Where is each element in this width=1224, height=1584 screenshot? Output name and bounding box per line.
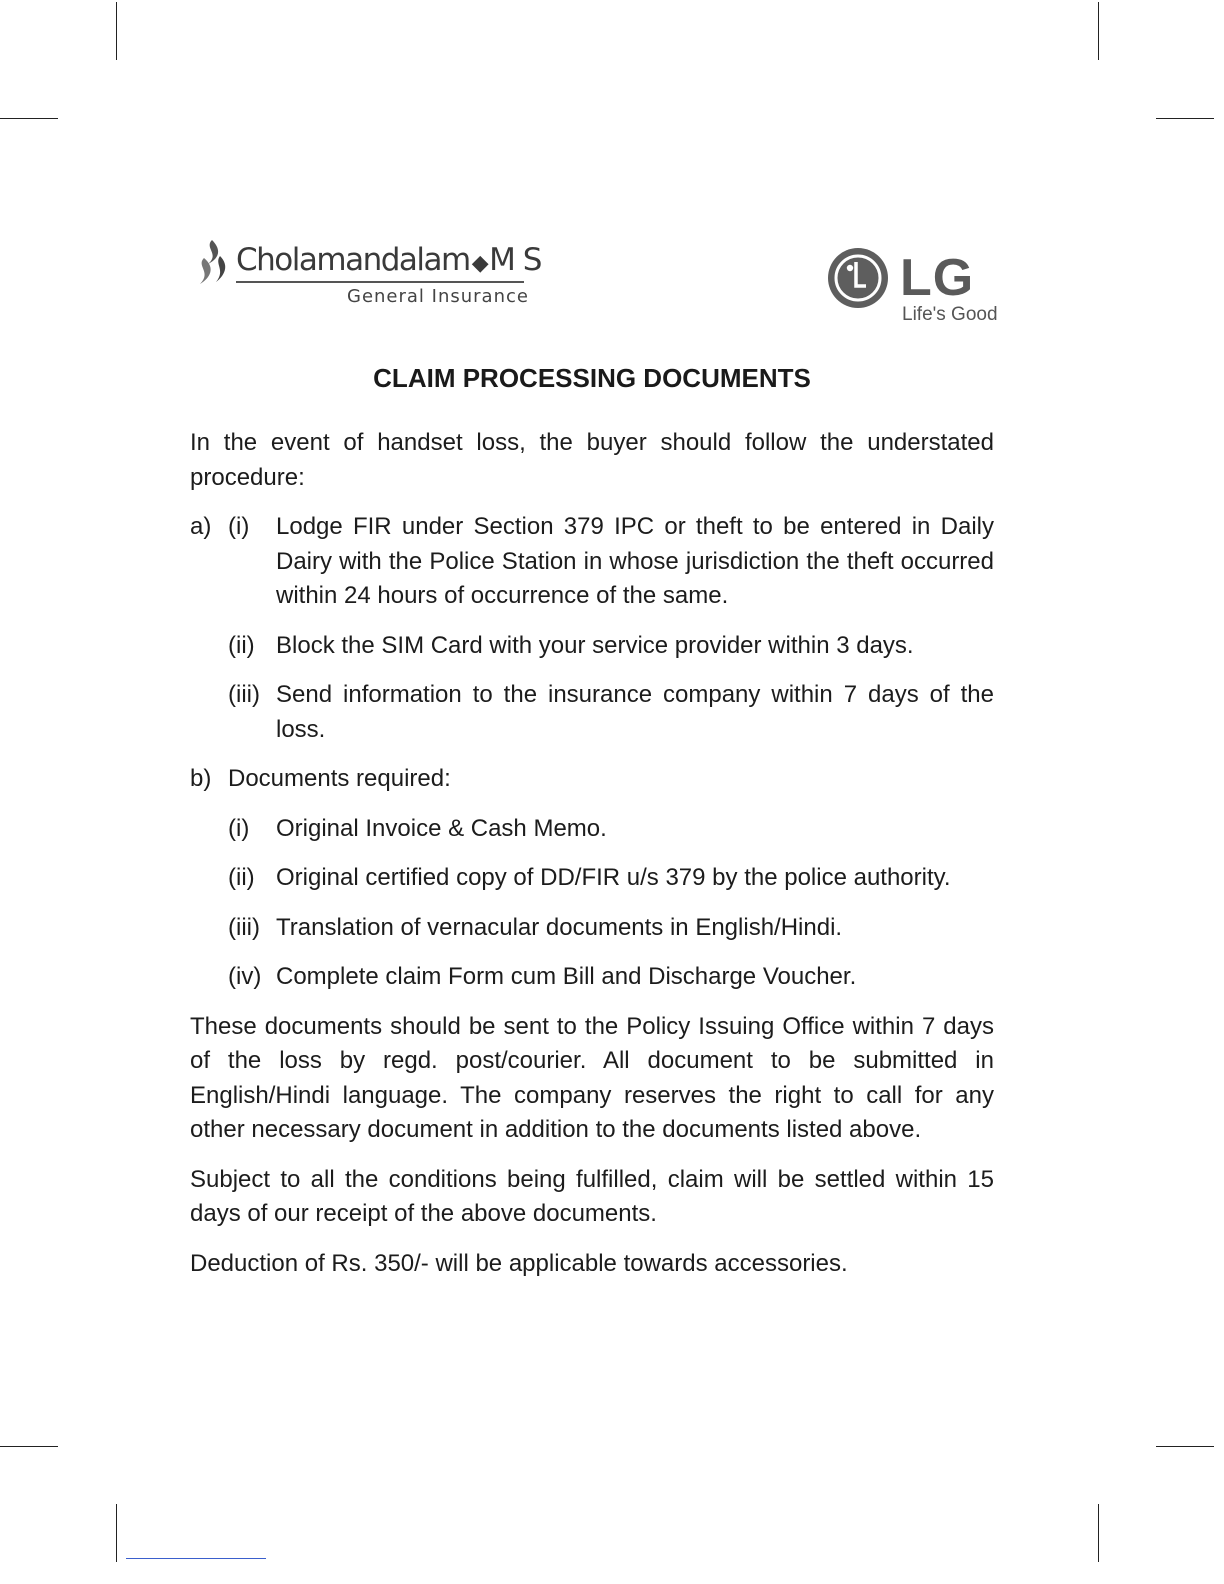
document-body xyxy=(190,426,994,1296)
item-number: (iii) xyxy=(228,913,260,941)
settlement-paragraph: Subject to all the conditions being fulfilled, claim will be settled within 15 days of our receipt of the above documents. xyxy=(190,1165,994,1227)
section-b-heading xyxy=(190,762,994,797)
cholamandalam-logo xyxy=(190,236,541,316)
section-b-item xyxy=(190,812,994,847)
crop-mark xyxy=(1156,1446,1214,1447)
item-text: Lodge FIR under Section 379 IPC or theft to be entered in Daily Dairy with the Police Station in whose jurisdiction the theft occurred within 24 hours of occurrence of the same. xyxy=(276,513,994,609)
item-text: Complete claim Form cum Bill and Discharge Voucher. xyxy=(276,963,857,990)
section-label: b) xyxy=(190,765,212,792)
insurer-subtitle: General Insurance xyxy=(347,286,529,307)
item-text: Original Invoice & Cash Memo. xyxy=(276,814,607,842)
intro-paragraph: In the event of handset loss, the buyer should follow the understated procedure: xyxy=(190,429,994,491)
item-text: Block the SIM Card with your service provider within 3 days. xyxy=(276,631,914,659)
item-text: Translation of vernacular documents in English/Hindi. xyxy=(276,913,843,941)
crop-mark xyxy=(1098,2,1099,60)
lg-logo xyxy=(826,246,1006,330)
brand-name: LG xyxy=(900,249,975,307)
item-number: (iv) xyxy=(228,963,262,990)
item-text: Send information to the insurance company within 7 days of the loss. xyxy=(276,681,994,743)
item-text: Original certified copy of DD/FIR u/s 379 by the police authority. xyxy=(276,864,951,891)
page-title: CLAIM PROCESSING DOCUMENTS xyxy=(373,363,811,393)
item-number: (ii) xyxy=(228,631,255,659)
section-b-item xyxy=(190,861,994,896)
item-number: (ii) xyxy=(228,864,255,891)
crop-mark xyxy=(1156,118,1214,119)
brand-tagline: Life's Good xyxy=(902,304,998,325)
item-number: (iii) xyxy=(228,681,260,708)
crop-mark xyxy=(0,118,58,119)
crop-mark xyxy=(116,1504,117,1562)
crop-mark xyxy=(1098,1504,1099,1562)
blue-rule xyxy=(126,1558,266,1559)
section-heading: Documents required: xyxy=(228,765,451,792)
cholamandalam-emblem-icon xyxy=(190,238,234,288)
crop-mark xyxy=(116,2,117,60)
deduction-paragraph: Deduction of Rs. 350/- will be applicable towards accessories. xyxy=(190,1249,848,1277)
section-a-item xyxy=(190,678,994,747)
section-b-item xyxy=(190,960,994,995)
section-b-item xyxy=(190,911,994,946)
section-a-item xyxy=(190,510,994,614)
section-label: a) xyxy=(190,513,212,540)
crop-mark xyxy=(0,1446,58,1447)
submission-paragraph: These documents should be sent to the Policy Issuing Office within 7 days of the loss by regd. post/courier. All document to be submitted in English/Hindi language. The company reserves the right to call for any other necessary document in addition to the documents listed above. xyxy=(190,1012,994,1143)
lg-face-icon xyxy=(826,246,890,310)
insurer-name: Cholamandalam◆M S xyxy=(236,242,541,278)
item-number: (i) xyxy=(228,814,250,842)
section-a-item xyxy=(190,629,994,664)
item-number: (i) xyxy=(228,513,250,540)
logo-underline xyxy=(236,281,524,283)
